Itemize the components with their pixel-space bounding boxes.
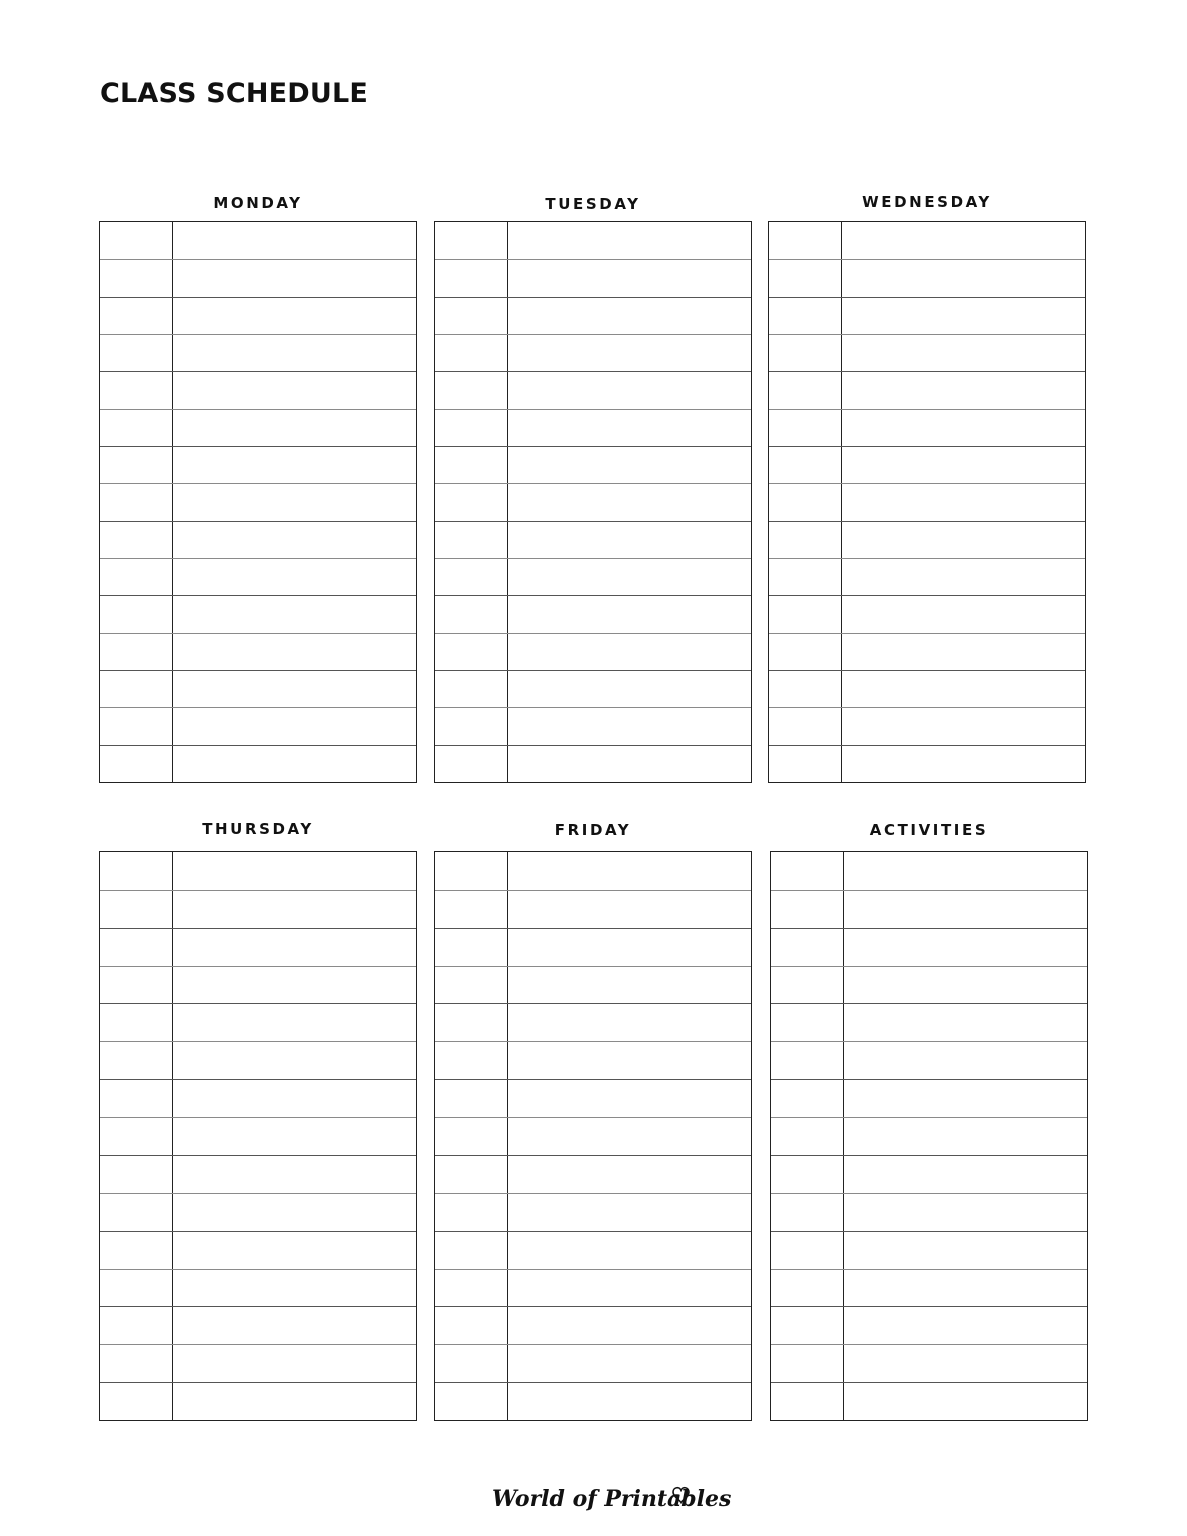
row-line (769, 371, 1085, 372)
row-line (100, 1117, 416, 1118)
row-line (771, 1155, 1087, 1156)
row-line (100, 483, 416, 484)
row-line (100, 1306, 416, 1307)
row-line (435, 371, 751, 372)
day-label: THURSDAY (202, 820, 314, 838)
row-line (771, 1306, 1087, 1307)
row-line (100, 1079, 416, 1080)
row-line (771, 1231, 1087, 1232)
row-line (771, 890, 1087, 891)
row-line (435, 334, 751, 335)
row-line (769, 297, 1085, 298)
time-column-divider (843, 852, 844, 1420)
row-line (435, 1117, 751, 1118)
row-line (100, 521, 416, 522)
row-line (435, 633, 751, 634)
schedule-grid[interactable] (434, 221, 752, 783)
brand-logo (484, 1478, 731, 1522)
time-column-divider (507, 852, 508, 1420)
row-line (769, 558, 1085, 559)
schedule-grid[interactable] (770, 851, 1088, 1421)
row-line (435, 928, 751, 929)
row-line (771, 1269, 1087, 1270)
row-line (769, 521, 1085, 522)
row-line (435, 890, 751, 891)
row-line (435, 670, 751, 671)
row-line (769, 334, 1085, 335)
row-line (771, 1193, 1087, 1194)
row-line (435, 521, 751, 522)
row-line (435, 1382, 751, 1383)
day-label: ACTIVITIES (869, 821, 989, 839)
row-line (435, 745, 751, 746)
row-line (100, 745, 416, 746)
row-line (100, 707, 416, 708)
brand-text: World of Printables (491, 1486, 731, 1512)
row-line (435, 1079, 751, 1080)
row-line (100, 670, 416, 671)
time-column-divider (841, 222, 842, 782)
row-line (435, 1344, 751, 1345)
row-line (435, 1269, 751, 1270)
row-line (769, 446, 1085, 447)
row-line (100, 1344, 416, 1345)
row-line (435, 558, 751, 559)
row-line (769, 259, 1085, 260)
row-line (100, 409, 416, 410)
day-label: WEDNESDAY (862, 193, 992, 211)
schedule-grid[interactable] (768, 221, 1086, 783)
row-line (435, 483, 751, 484)
time-column-divider (172, 222, 173, 782)
page-title: CLASS SCHEDULE (100, 78, 369, 109)
row-line (435, 1231, 751, 1232)
row-line (435, 1041, 751, 1042)
row-line (435, 259, 751, 260)
row-line (435, 446, 751, 447)
row-line (100, 334, 416, 335)
row-line (769, 633, 1085, 634)
row-line (435, 1193, 751, 1194)
row-line (771, 1041, 1087, 1042)
day-label: FRIDAY (554, 821, 632, 839)
row-line (100, 1003, 416, 1004)
row-line (771, 1117, 1087, 1118)
row-line (769, 670, 1085, 671)
row-line (100, 890, 416, 891)
row-line (771, 928, 1087, 929)
row-line (100, 1382, 416, 1383)
row-line (435, 297, 751, 298)
row-line (100, 1155, 416, 1156)
row-line (100, 966, 416, 967)
row-line (771, 966, 1087, 967)
row-line (100, 1193, 416, 1194)
row-line (100, 297, 416, 298)
row-line (100, 928, 416, 929)
row-line (100, 1269, 416, 1270)
time-column-divider (507, 222, 508, 782)
footer-brand (0, 1478, 1187, 1527)
row-line (100, 633, 416, 634)
row-line (100, 1231, 416, 1232)
schedule-grid[interactable] (434, 851, 752, 1421)
time-column-divider (172, 852, 173, 1420)
row-line (435, 595, 751, 596)
schedule-grid[interactable] (99, 221, 417, 783)
row-line (771, 1382, 1087, 1383)
row-line (435, 1003, 751, 1004)
row-line (769, 707, 1085, 708)
row-line (435, 966, 751, 967)
row-line (769, 409, 1085, 410)
row-line (100, 446, 416, 447)
row-line (771, 1344, 1087, 1345)
row-line (435, 409, 751, 410)
row-line (769, 483, 1085, 484)
row-line (435, 1155, 751, 1156)
row-line (769, 745, 1085, 746)
day-label: TUESDAY (545, 195, 641, 213)
schedule-grid[interactable] (99, 851, 417, 1421)
row-line (769, 595, 1085, 596)
row-line (771, 1079, 1087, 1080)
row-line (100, 371, 416, 372)
row-line (100, 558, 416, 559)
row-line (771, 1003, 1087, 1004)
row-line (435, 707, 751, 708)
row-line (100, 1041, 416, 1042)
row-line (435, 1306, 751, 1307)
row-line (100, 595, 416, 596)
day-label: MONDAY (213, 194, 303, 212)
row-line (100, 259, 416, 260)
